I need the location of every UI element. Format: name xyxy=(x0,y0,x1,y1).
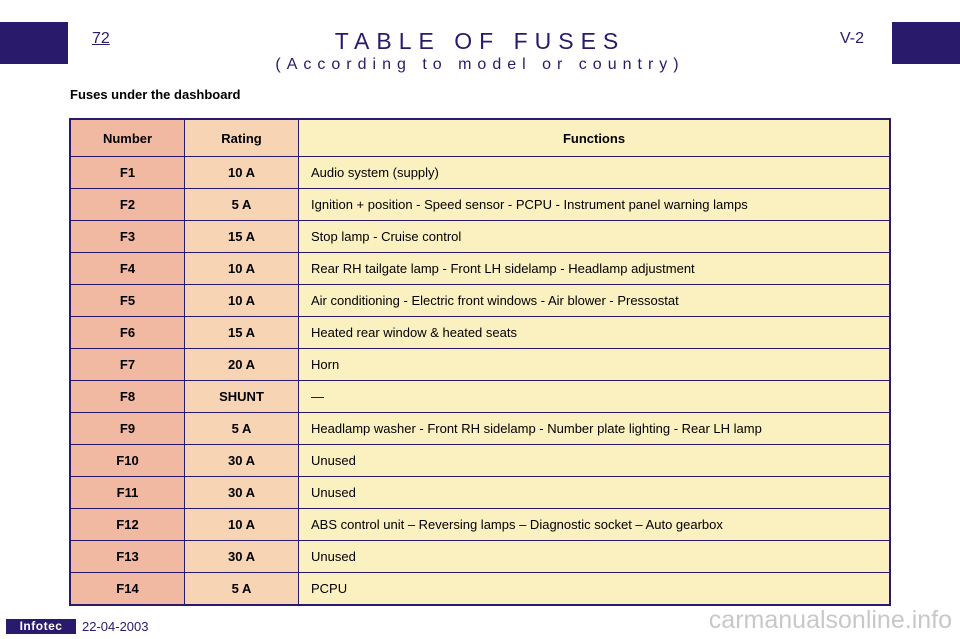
fuse-rating: 30 A xyxy=(185,477,299,509)
fuse-table xyxy=(69,118,891,606)
fuse-function: Air conditioning - Electric front windows - Air blower - Pressostat xyxy=(299,285,891,317)
fuse-rating: 5 A xyxy=(185,573,299,606)
fuse-rating: 10 A xyxy=(185,285,299,317)
fuse-number: F14 xyxy=(70,573,185,606)
fuse-rating: 15 A xyxy=(185,317,299,349)
fuse-rating: 5 A xyxy=(185,189,299,221)
table-header-row xyxy=(70,119,890,157)
table-row xyxy=(70,221,890,253)
table-row xyxy=(70,157,890,189)
section-number: V-2 xyxy=(840,30,865,47)
fuse-function: Unused xyxy=(299,477,891,509)
fuse-rating: 10 A xyxy=(185,157,299,189)
fuse-function: PCPU xyxy=(299,573,891,606)
watermark: carmanualsonline.info xyxy=(708,606,952,634)
footer-date: 22-04-2003 xyxy=(82,619,149,634)
table-row xyxy=(70,541,890,573)
fuse-rating: 10 A xyxy=(185,509,299,541)
fuse-rating: 30 A xyxy=(185,445,299,477)
fuse-function: — xyxy=(299,381,891,413)
page-subtitle: (According to model or country) xyxy=(275,56,685,73)
table-row xyxy=(70,349,890,381)
column-header-rating: Rating xyxy=(185,119,299,157)
fuse-number: F1 xyxy=(70,157,185,189)
fuse-rating: 10 A xyxy=(185,253,299,285)
fuse-number: F6 xyxy=(70,317,185,349)
table-row xyxy=(70,253,890,285)
fuse-rating: 15 A xyxy=(185,221,299,253)
fuse-function: Stop lamp - Cruise control xyxy=(299,221,891,253)
infotec-logo: Infotec xyxy=(6,619,76,634)
fuse-number: F11 xyxy=(70,477,185,509)
fuse-number: F8 xyxy=(70,381,185,413)
fuse-function: ABS control unit – Reversing lamps – Diagnostic socket – Auto gearbox xyxy=(299,509,891,541)
fuse-function: Unused xyxy=(299,541,891,573)
table-row xyxy=(70,285,890,317)
table-row xyxy=(70,573,890,606)
fuse-number: F4 xyxy=(70,253,185,285)
table-row xyxy=(70,189,890,221)
page-number: 72 xyxy=(92,30,110,47)
fuse-number: F9 xyxy=(70,413,185,445)
fuse-function: Audio system (supply) xyxy=(299,157,891,189)
fuse-table-body xyxy=(70,157,890,606)
table-row xyxy=(70,317,890,349)
fuse-rating: SHUNT xyxy=(185,381,299,413)
fuse-function: Unused xyxy=(299,445,891,477)
fuse-function: Heated rear window & heated seats xyxy=(299,317,891,349)
column-header-functions: Functions xyxy=(299,119,891,157)
fuse-number: F10 xyxy=(70,445,185,477)
fuse-number: F3 xyxy=(70,221,185,253)
table-row xyxy=(70,509,890,541)
section-heading: Fuses under the dashboard xyxy=(70,87,241,102)
table-row xyxy=(70,445,890,477)
page-title: TABLE OF FUSES xyxy=(334,28,626,54)
fuse-number: F13 xyxy=(70,541,185,573)
fuse-rating: 5 A xyxy=(185,413,299,445)
fuse-function: Horn xyxy=(299,349,891,381)
fuse-number: F7 xyxy=(70,349,185,381)
fuse-function: Headlamp washer - Front RH sidelamp - Number plate lighting - Rear LH lamp xyxy=(299,413,891,445)
fuse-function: Ignition + position - Speed sensor - PCPU - Instrument panel warning lamps xyxy=(299,189,891,221)
fuse-number: F2 xyxy=(70,189,185,221)
table-row xyxy=(70,381,890,413)
fuse-rating: 20 A xyxy=(185,349,299,381)
fuse-number: F12 xyxy=(70,509,185,541)
fuse-function: Rear RH tailgate lamp - Front LH sidelamp - Headlamp adjustment xyxy=(299,253,891,285)
column-header-number: Number xyxy=(70,119,185,157)
fuse-number: F5 xyxy=(70,285,185,317)
table-row xyxy=(70,413,890,445)
fuse-rating: 30 A xyxy=(185,541,299,573)
table-row xyxy=(70,477,890,509)
